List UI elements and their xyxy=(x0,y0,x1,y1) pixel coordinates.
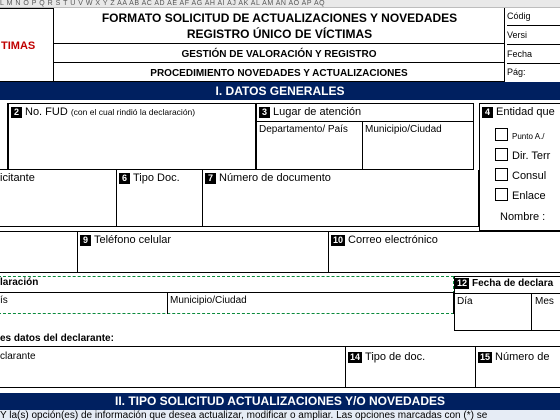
field-4-option-3[interactable] xyxy=(495,166,546,184)
field-6-label-row xyxy=(119,172,180,185)
checkbox-icon[interactable] xyxy=(495,128,508,141)
field-2-note: (con el cual rindió la declaración) xyxy=(70,107,196,117)
section-2-instruction: Y la(s) opción(es) de información que desea actualizar, modificar o ampliar. Las opciones marcadas con (*) se xyxy=(0,410,560,420)
field-box-left-stub xyxy=(0,103,8,170)
field-4-label-row xyxy=(482,106,555,119)
field-7-label-row xyxy=(205,172,331,185)
field-4-option-4[interactable] xyxy=(495,186,546,204)
field-2-number: 2 xyxy=(11,107,22,118)
field-4-number: 4 xyxy=(482,107,493,118)
field-declaracion-sub2: Municipio/Ciudad xyxy=(170,295,247,306)
field-4-option-1[interactable] xyxy=(495,126,544,144)
field-2-no-fud[interactable] xyxy=(8,103,256,170)
field-12-label-row xyxy=(455,278,553,290)
title-box xyxy=(54,8,505,44)
field-10-number: 10 xyxy=(333,234,344,245)
field-7-numero-documento[interactable] xyxy=(203,170,479,227)
meta-page: Pág: xyxy=(507,67,526,77)
field-4-option-2[interactable] xyxy=(495,146,550,164)
field-declaracion-municipio[interactable] xyxy=(168,292,454,314)
field-row3-stub xyxy=(0,231,78,273)
field-12-fecha-declaracion xyxy=(454,276,560,331)
form-title: FORMATO SOLICITUD DE ACTUALIZACIONES Y NOVEDADES xyxy=(101,11,458,25)
field-3-label-row xyxy=(259,106,361,119)
field-12-dia[interactable] xyxy=(455,293,532,330)
field-2-label-row xyxy=(11,106,195,119)
field-10-label: Correo electrónico xyxy=(348,234,438,246)
field-declaracion-pais[interactable] xyxy=(0,292,168,314)
field-3-label: Lugar de atención xyxy=(273,106,362,118)
field-12-number: 12 xyxy=(457,278,468,288)
procedure-label: PROCEDIMIENTO NOVEDADES Y ACTUALIZACIONES xyxy=(150,68,408,79)
field-declaracion-label: laración xyxy=(0,277,39,288)
field-7-label: Número de documento xyxy=(219,172,331,184)
field-3-departamento[interactable] xyxy=(257,121,363,169)
field-3-municipio[interactable] xyxy=(363,121,473,169)
field-15-numero[interactable] xyxy=(476,346,560,388)
field-6-tipo-doc[interactable] xyxy=(117,170,203,227)
declarante-data-label: es datos del declarante: xyxy=(0,333,114,344)
field-9-label: Teléfono celular xyxy=(94,234,172,246)
procedure-box xyxy=(54,63,505,82)
field-solicitante-label: icitante xyxy=(0,172,35,184)
field-4-nombre-label: Nombre : xyxy=(500,211,546,223)
field-4-entidad xyxy=(479,103,560,231)
field-9-number: 9 xyxy=(80,235,91,246)
field-14-label: Tipo de doc. xyxy=(365,351,426,363)
field-3-number: 3 xyxy=(259,107,270,118)
field-4-option-2-label: Dir. Terr xyxy=(512,150,551,162)
field-solicitante[interactable] xyxy=(0,170,117,227)
field-6-label: Tipo Doc. xyxy=(133,172,180,184)
form-subtitle: REGISTRO ÚNICO DE VÍCTIMAS xyxy=(186,27,373,41)
logo-text: TIMAS xyxy=(1,40,36,52)
field-12-mes[interactable] xyxy=(532,293,560,330)
management-box xyxy=(54,44,505,63)
field-4-label: Entidad que xyxy=(496,106,555,118)
field-4-option-1-label: Punto A./ xyxy=(512,132,545,141)
checkbox-icon[interactable] xyxy=(495,148,508,161)
field-9-telefono[interactable] xyxy=(78,231,329,273)
checkbox-icon[interactable] xyxy=(495,188,508,201)
field-4-option-3-label: Consul xyxy=(512,170,547,182)
field-3-sub2-label: Municipio/Ciudad xyxy=(365,124,442,135)
field-14-label-row xyxy=(348,351,425,364)
field-14-tipo-doc[interactable] xyxy=(346,346,476,388)
field-declaracion-sub1: ís xyxy=(0,295,8,306)
spreadsheet-column-header: L M N O P Q R S T U V W X Y Z AA AB AC AD AE AF AG AH AI AJ AK AL AM AN AO AP AQ xyxy=(0,0,560,8)
field-10-correo[interactable] xyxy=(329,231,560,273)
field-7-number: 7 xyxy=(205,173,216,184)
section-1-title: I. DATOS GENERALES xyxy=(0,82,560,100)
field-10-label-row xyxy=(331,234,438,247)
field-12-sub1: Día xyxy=(457,296,473,307)
meta-column xyxy=(505,8,560,82)
field-declarante-label: clarante xyxy=(0,351,36,362)
section-2-title: II. TIPO SOLICITUD ACTUALIZACIONES Y/O NOVEDADES xyxy=(0,393,560,410)
field-3-sub1-label: Departamento/ País xyxy=(259,124,348,135)
field-12-sub2: Mes xyxy=(535,296,554,307)
checkbox-icon[interactable] xyxy=(495,168,508,181)
meta-version: Versi xyxy=(507,26,560,45)
field-9-label-row xyxy=(80,234,171,247)
field-15-number: 15 xyxy=(480,351,491,362)
field-14-number: 14 xyxy=(350,351,361,362)
field-4-option-4-label: Enlace xyxy=(512,190,546,202)
field-12-label: Fecha de declara xyxy=(472,278,554,290)
field-2-label: No. FUD xyxy=(25,106,68,118)
field-declarante[interactable] xyxy=(0,346,346,388)
field-3-lugar-atencion xyxy=(256,103,474,170)
field-6-number: 6 xyxy=(119,173,130,184)
management-label: GESTIÓN DE VALORACIÓN Y REGISTRO xyxy=(181,49,377,60)
field-15-label-row xyxy=(478,351,549,364)
meta-code: Códig xyxy=(507,8,560,26)
logo-box xyxy=(0,8,54,82)
field-15-label: Número de xyxy=(495,351,550,363)
meta-date: Fecha xyxy=(507,45,560,64)
